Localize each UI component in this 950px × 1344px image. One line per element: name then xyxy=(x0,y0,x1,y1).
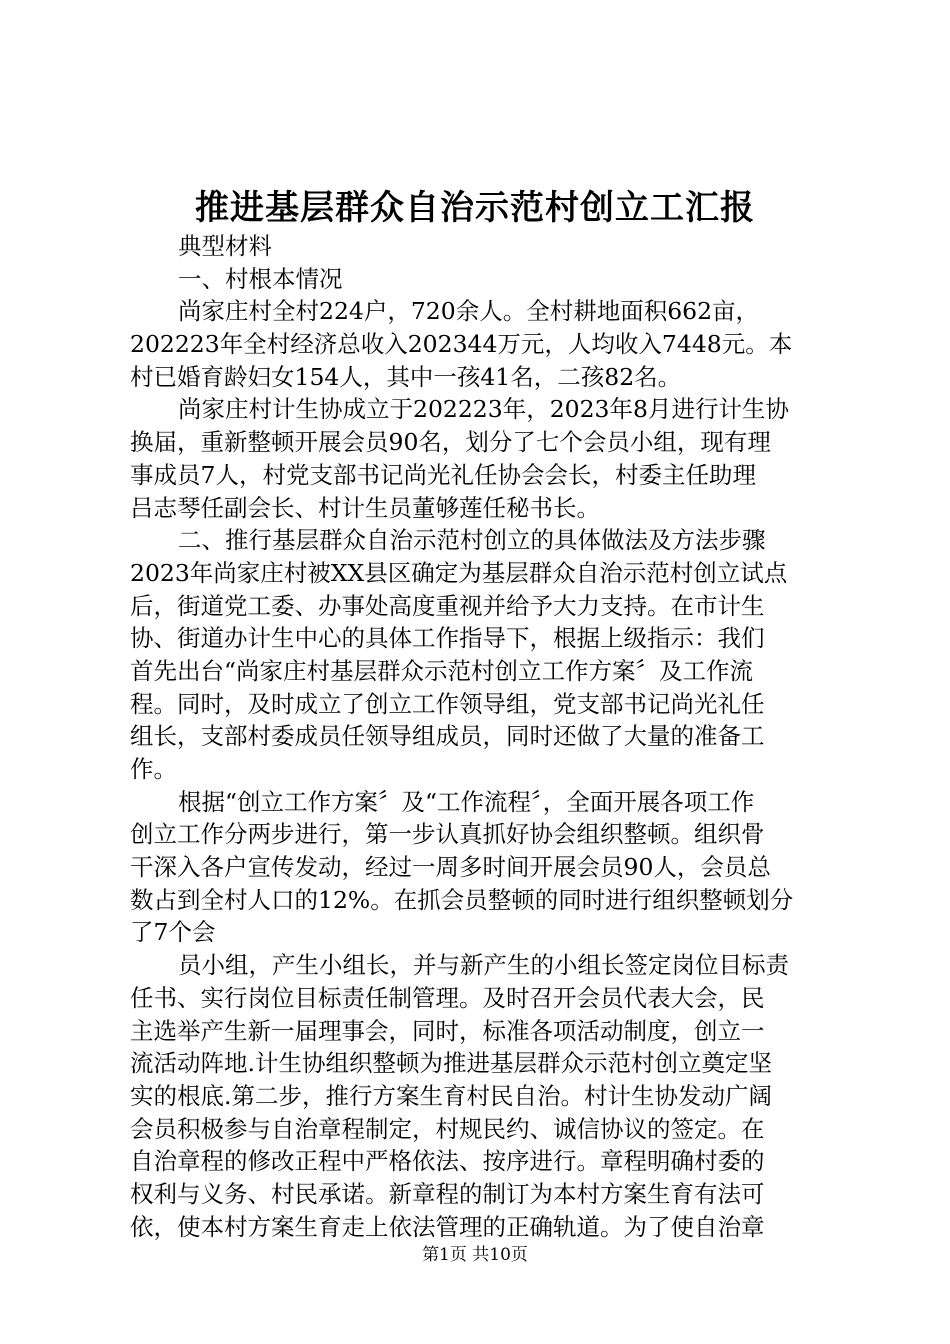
text-line: 了7个会 xyxy=(130,918,216,947)
text-line: 实的根底.第二步，推行方案生育村民自治。村计生协发动广阔 xyxy=(130,1081,772,1110)
text-line: 村已婚育龄妇女154人，其中一孩41名，二孩82名。 xyxy=(130,362,682,391)
text-line: 2023年尚家庄村被XX县区确定为基层群众自治示范村创立试点 xyxy=(130,558,788,587)
text-line: 二、推行基层群众自治示范村创立的具体做法及方法步骤 xyxy=(178,526,766,555)
text-line: 尚家庄村计生协成立于202223年，2023年8月进行计生协 xyxy=(178,395,789,424)
text-line: 权利与义务、村民承诺。新章程的制订为本村方案生育有法可 xyxy=(130,1179,765,1208)
text-line: 程。同时，及时成立了创立工作领导组，党支部书记尚光礼任 xyxy=(130,689,765,718)
text-line: 作。 xyxy=(130,755,177,783)
text-line: 根据“创立工作方案〞及“工作流程〞，全面开展各项工作 xyxy=(178,787,755,816)
text-line: 首先出台“尚家庄村基层群众示范村创立工作方案〞及工作流 xyxy=(130,656,754,685)
text-line: 主选举产生新一届理事会，同时，标准各项活动制度，创立一 xyxy=(130,1016,765,1045)
text-line: 吕志琴任副会长、村计生员董够莲任秘书长。 xyxy=(130,493,600,522)
text-line: 流活动阵地.计生协组织整顿为推进基层群众示范村创立奠定坚 xyxy=(130,1049,772,1078)
text-line: 自治章程的修改正程中严格依法、按序进行。章程明确村委的 xyxy=(130,1147,765,1176)
text-line: 尚家庄村全村224户，720余人。全村耕地面积662亩， xyxy=(178,297,760,326)
text-line: 干深入各户宣传发动，经过一周多时间开展会员90人，会员总 xyxy=(130,853,771,882)
text-line: 202223年全村经济总收入202344万元，人均收入7448元。本 xyxy=(130,330,793,359)
text-line: 组长，支部村委成员任领导组成员，同时还做了大量的准备工 xyxy=(130,722,765,751)
text-line: 一、村根本情况 xyxy=(178,264,343,293)
document-body xyxy=(130,230,830,1243)
text-line: 换届，重新整顿开展会员90名，划分了七个会员小组，现有理 xyxy=(130,428,771,457)
text-line: 员小组，产生小组长，并与新产生的小组长签定岗位目标责 xyxy=(178,951,789,980)
text-line: 后，街道党工委、办事处高度重视并给予大力支持。在市计生 xyxy=(130,591,765,620)
page-footer: 第1页 共10页 xyxy=(422,1245,528,1265)
text-line: 典型材料 xyxy=(178,232,272,260)
text-line: 会员积极参与自治章程制定，村规民约、诚信协议的签定。在 xyxy=(130,1114,765,1143)
text-line: 依，使本村方案生育走上依法管理的正确轨道。为了使自治章 xyxy=(130,1212,765,1241)
text-line: 任书、实行岗位目标责任制管理。及时召开会员代表大会，民 xyxy=(130,983,765,1012)
text-line: 协、街道办计生中心的具体工作指导下，根据上级指示：我们 xyxy=(130,624,765,653)
text-line: 数占到全村人口的12%。在抓会员整顿的同时进行组织整顿划分 xyxy=(130,885,794,914)
text-line: 创立工作分两步进行，第一步认真抓好协会组织整顿。组织骨 xyxy=(130,820,765,849)
text-line: 事成员7人，村党支部书记尚光礼任协会会长，村委主任助理 xyxy=(130,460,756,489)
page-title: 推进基层群众自治示范村创立工汇报 xyxy=(195,188,755,228)
